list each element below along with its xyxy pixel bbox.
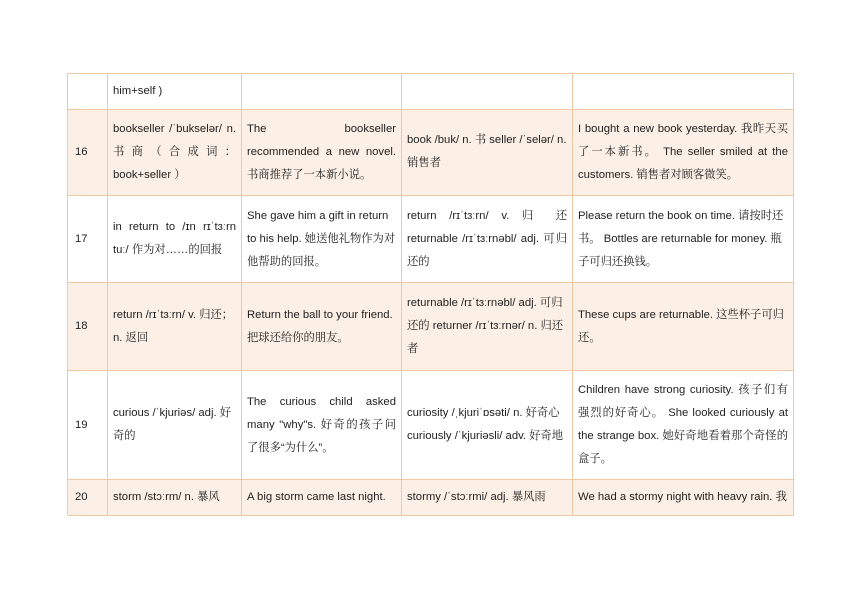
row-number: 17 (68, 196, 108, 283)
related-words-cell: curiosity /ˌkjuriˈɒsəti/ n. 好奇心 curiously /ˈkjuriəsli/ adv. 好奇地 (402, 371, 573, 480)
sentences-cell: Children have strong curiosity. 孩子们有强烈的好奇心。 She looked curiously at the strange box. 她好奇地看着那个奇怪的盒子。 (573, 371, 794, 480)
table-row (68, 109, 794, 196)
sentences-cell: Please return the book on time. 请按时还书。 Bottles are returnable for money. 瓶子可归还换钱。 (573, 196, 794, 283)
example-cell: She gave him a gift in return to his help. 她送他礼物作为对他帮助的回报。 (242, 196, 402, 283)
word-cell: return /rɪˈtɜːrn/ v. 归还； n. 返回 (108, 283, 242, 371)
vocabulary-table (67, 73, 794, 515)
example-cell: Return the ball to your friend. 把球还给你的朋友。 (242, 283, 402, 371)
row-number: 18 (68, 283, 108, 371)
example-cell: The bookseller recommended a new novel. 书商推荐了一本新小说。 (242, 109, 402, 196)
table-row (68, 480, 794, 515)
table-row (68, 283, 794, 371)
word-cell: in return to /ɪn rɪˈtɜːrn tuː/ 作为对……的回报 (108, 196, 242, 283)
related-words-cell: returnable /rɪˈtɜːrnəbl/ adj. 可归还的 returner /rɪˈtɜːrnər/ n. 归还者 (402, 283, 573, 371)
example-cell (242, 74, 402, 110)
related-words-cell: return /rɪˈtɜːrn/ v. 归 还 returnable /rɪˈtɜːrnəbl/ adj. 可归还的 (402, 196, 573, 283)
row-number (68, 74, 108, 110)
sentences-cell: These cups are returnable. 这些杯子可归还。 (573, 283, 794, 371)
related-words-cell (402, 74, 573, 110)
word-cell: curious /ˈkjuriəs/ adj. 好奇的 (108, 371, 242, 480)
example-cell: A big storm came last night. (242, 480, 402, 516)
related-words-cell: book /buk/ n. 书 seller /ˈselər/ n. 销售者 (402, 109, 573, 196)
table-row (68, 371, 794, 480)
example-cell: The curious child asked many "why"s. 好奇的孩子问了很多“为什么”。 (242, 371, 402, 480)
sentences-cell: We had a stormy night with heavy rain. 我 (573, 480, 794, 516)
related-words-cell: stormy /ˈstɔːrmi/ adj. 暴风雨 (402, 480, 573, 516)
sentences-cell: I bought a new book yesterday. 我昨天买了一本新书。 The seller smiled at the customers. 销售者对顾客微笑。 (573, 109, 794, 196)
word-cell: bookseller /ˈbukselər/ n. 书 商 （ 合 成 词 ： book+seller ） (108, 109, 242, 196)
table-row (68, 74, 794, 109)
table-row (68, 196, 794, 283)
word-cell: storm /stɔːrm/ n. 暴风 (108, 480, 242, 516)
row-number: 16 (68, 109, 108, 196)
word-cell: him+self ) (108, 74, 242, 110)
sentences-cell (573, 74, 794, 110)
row-number: 20 (68, 480, 108, 516)
row-number: 19 (68, 371, 108, 480)
